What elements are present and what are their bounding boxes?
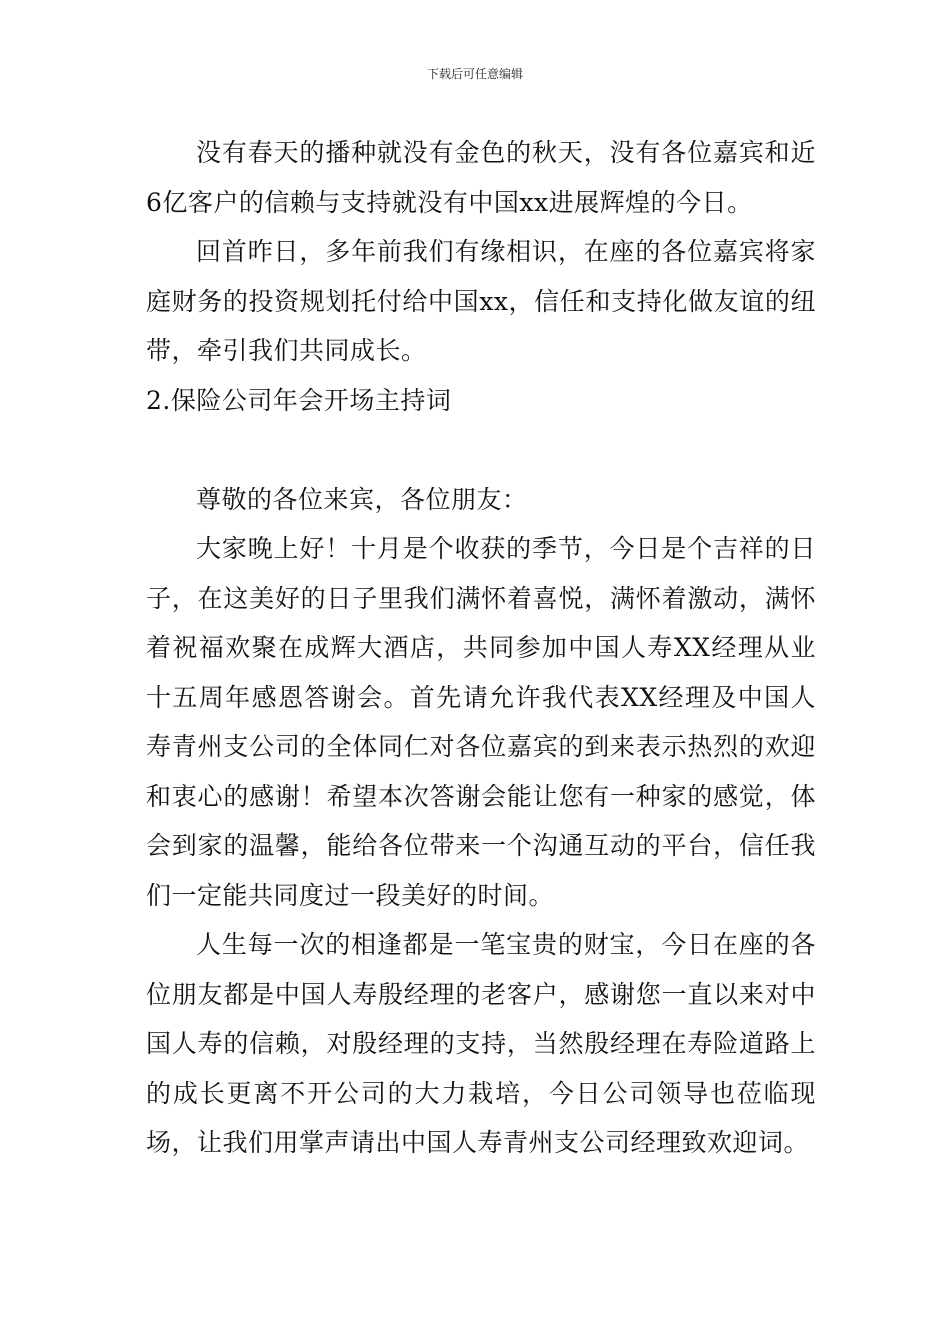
paragraph-spring-autumn: 没有春天的播种就没有金色的秋天，没有各位嘉宾和近6亿客户的信赖与支持就没有中国xx进展辉煌的今日。 [146, 138, 816, 217]
page-header-note: 下载后可任意编辑 [426, 67, 523, 81]
paragraph-salutation: 尊敬的各位来宾，各位朋友： [196, 484, 528, 514]
paragraph-gratitude: 人生每一次的相逢都是一笔宝贵的财宝，今日在座的各位朋友都是中国人寿殷经理的老客户，感谢您一直以来对中国人寿的信赖，对殷经理的支持，当然殷经理在寿险道路上的成长更离不开公司的大力栽培，今日公司领导也莅临现场，让我们用掌声请出中国人寿青州支公司经理致欢迎词。 [146, 930, 816, 1157]
paragraph-looking-back: 回首昨日，多年前我们有缘相识，在座的各位嘉宾将家庭财务的投资规划托付给中国xx，信任和支持化做友谊的纽带，牵引我们共同成长。 [146, 237, 816, 365]
document-body [146, 128, 816, 1168]
blank-line [146, 425, 816, 475]
paragraph-greeting: 大家晚上好！十月是个收获的季节，今日是个吉祥的日子，在这美好的日子里我们满怀着喜悦，满怀着激动，满怀着祝福欢聚在成辉大酒店，共同参加中国人寿XX经理从业十五周年感恩答谢会。首先请允许我代表XX经理及中国人寿青州支公司的全体同仁对各位嘉宾的到来表示热烈的欢迎和衷心的感谢！希望本次答谢会能让您有一种家的感觉，体会到家的温馨，能给各位带来一个沟通互动的平台，信任我们一定能共同度过一段美好的时间。 [146, 534, 816, 910]
section-heading: 2.保险公司年会开场主持词 [146, 385, 452, 415]
